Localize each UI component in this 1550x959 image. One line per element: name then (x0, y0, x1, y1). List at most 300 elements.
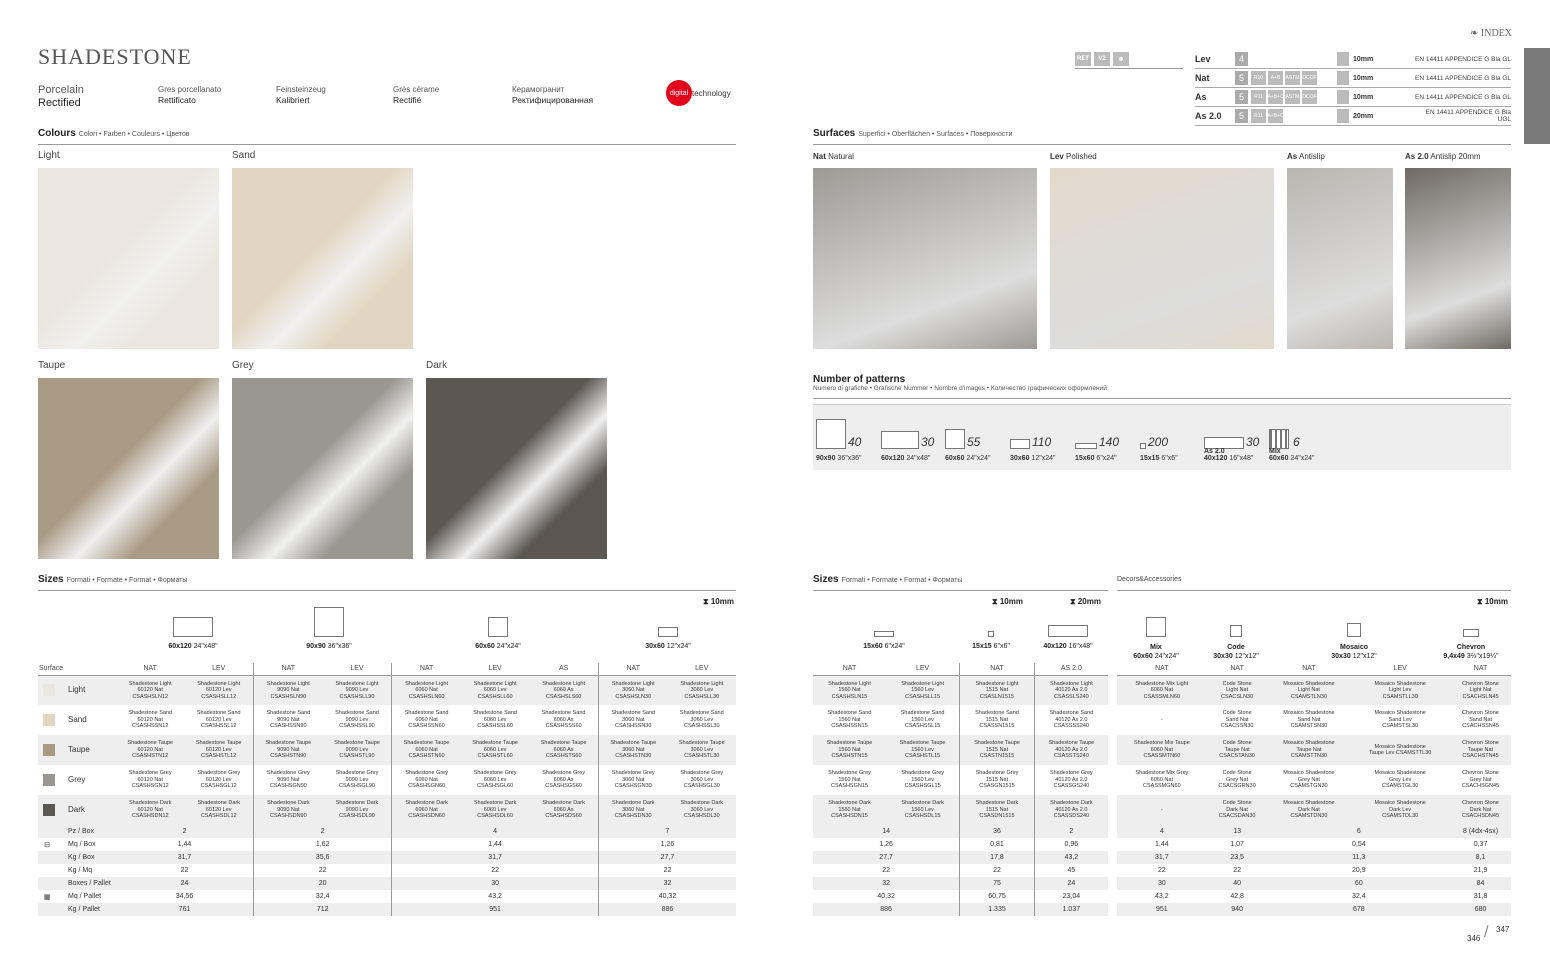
product-cell (392, 675, 461, 705)
product-cell (1034, 675, 1108, 705)
product-line: 1560 Lev (911, 716, 934, 723)
divider (813, 144, 1511, 145)
column-header: NAT (254, 663, 323, 675)
row-colour-name: Sand (68, 714, 87, 724)
performance-row (1195, 107, 1511, 126)
surface-code: Nat (1195, 73, 1210, 83)
product-line: 6060 Lev (483, 776, 507, 783)
format-code: 60x60 (1133, 653, 1153, 660)
product-cell (960, 795, 1035, 825)
packing-value: 30 (392, 877, 599, 890)
product-cell (184, 675, 253, 705)
product-line: 9090 Lev (345, 687, 369, 693)
packing-value: 886 (880, 906, 892, 913)
product-line: CSAMSTGN30 (1290, 783, 1328, 790)
product-line: Shadestone Grey (266, 770, 310, 777)
packing-value: 43,2 (1155, 893, 1169, 900)
surface-name: Natural (828, 152, 854, 161)
product-cell (1207, 705, 1268, 735)
product-line: CSASHSDL12 (200, 813, 237, 820)
column-header: LEV (350, 665, 364, 673)
product-line: 1560 Nat (838, 687, 861, 693)
product-line: CSAMSTDN30 (1290, 813, 1328, 820)
format-label (1294, 643, 1414, 661)
product-line: CSASHSSL60 (477, 723, 513, 730)
product-line: Shadestone Grey (542, 770, 586, 777)
product-line: 6060 As (553, 806, 574, 813)
sizes-title-right: Sizes Formati • Formate • Format • Форматы (813, 574, 963, 585)
packing-value: 1.335 (960, 903, 1035, 916)
decor-name: Mosaico (1339, 644, 1368, 651)
product-cell (1117, 705, 1207, 735)
packing-row (1117, 890, 1511, 903)
column-header: NAT (598, 663, 667, 675)
product-line: 60120 Nat (137, 716, 163, 723)
product-line: 1515 Nat (985, 776, 1009, 783)
product-cell (254, 765, 323, 795)
format-icon (488, 617, 508, 637)
packing-value: 42,8 (1230, 893, 1244, 900)
packing-value: 31,7 (177, 854, 192, 861)
product-cell (1350, 795, 1450, 825)
product-line: Shadestone Grey (473, 770, 517, 777)
product-line: 6060 Nat (1150, 687, 1173, 693)
product-line: 60120 Lev (205, 776, 232, 783)
material-label (38, 84, 84, 110)
format-label (824, 642, 944, 651)
material-line2: Rectifié (393, 95, 422, 105)
surface-label (813, 152, 854, 161)
pattern-count: 30 (1246, 435, 1260, 449)
product-line: Shadestone Light (542, 680, 586, 687)
product-cell (886, 705, 960, 735)
product-line: CSASHSGL30 (683, 783, 720, 790)
divider (813, 398, 1511, 399)
format-code: 15x60 (863, 643, 883, 650)
colour-swatch-light (38, 168, 219, 349)
surface-code: As (1195, 92, 1207, 102)
packing-row (38, 903, 736, 916)
packing-value: 22 (180, 867, 189, 874)
product-line: 1560 Nat (838, 716, 861, 723)
pattern-count: 40 (848, 435, 862, 449)
slip-rating-icon: R10 (1251, 71, 1266, 85)
product-cell (1268, 795, 1351, 825)
divider (1117, 590, 1511, 591)
product-cell (323, 735, 392, 765)
packing-row (1117, 864, 1511, 877)
product-line: Shadestone Dark (197, 800, 240, 807)
format-inch: 12"x12" (1234, 653, 1259, 660)
pattern-code: 60x60 (945, 455, 965, 462)
product-cell (668, 675, 736, 705)
product-line: 6060 As (553, 687, 574, 693)
packing-value: 23,04 (1034, 890, 1108, 903)
product-line: Shadestone Light (611, 680, 655, 687)
packing-value: 40,32 (598, 890, 736, 903)
pattern-format-label (1140, 455, 1178, 462)
column-header: AS (558, 665, 569, 673)
product-cell (1117, 795, 1207, 825)
product-cell (813, 795, 886, 825)
table-row (1117, 735, 1511, 765)
row-colour-name: Taupe (68, 744, 90, 754)
format-inch: 3⅔"x19¼" (1466, 653, 1499, 660)
product-line: Shadestone Sand (679, 710, 724, 717)
product-line: 60120 Lev (205, 806, 232, 813)
product-line: CSASGN1515 (979, 783, 1015, 790)
product-line: Shadestone Light (1049, 680, 1093, 687)
packing-row (813, 851, 1108, 864)
product-cell (668, 765, 736, 795)
product-cell (392, 705, 461, 735)
product-line: Code Stone (1222, 800, 1252, 807)
icon-spacer (38, 903, 56, 916)
material-line1: Porcelain (38, 84, 84, 96)
pattern-code2: 40x120 (1204, 455, 1228, 462)
product-line: Taupe Lev CSAMSTTL30 (1368, 750, 1432, 756)
thickness-value: 10mm (1353, 55, 1374, 63)
material-line2: Rettificato (158, 95, 196, 105)
packing-label: Kg / Mq (68, 867, 93, 874)
surface-name: Antislip (1299, 152, 1325, 161)
surface-code: Lev (1195, 54, 1211, 64)
column-header: NAT (143, 665, 157, 673)
product-line: Dark Nat (1469, 806, 1492, 813)
product-line: Light Nat (1226, 687, 1249, 693)
product-line: CSAMSTSN30 (1290, 723, 1328, 730)
table-row (38, 795, 736, 825)
surface-photo-as (1287, 168, 1393, 349)
product-line: 40120 As 2.0 (1055, 806, 1088, 813)
colour-swatch-dark (426, 378, 607, 559)
colour-swatch-grey (232, 378, 413, 559)
standard-text: EN 14411 APPENDICE G Bla GL (1415, 55, 1511, 63)
product-cell (116, 765, 184, 795)
product-line: Shadestone Dark (612, 800, 655, 807)
row-colour-name: Light (68, 685, 86, 694)
packing-value: 1,07 (1230, 841, 1244, 848)
product-cell (254, 735, 323, 765)
colour-chip-square (43, 684, 55, 696)
format-code: 9,4x49 (1443, 653, 1465, 660)
product-line: 60120 Lev (205, 687, 232, 693)
packing-value: 36 (960, 825, 1035, 838)
material-line2: Kalibriert (276, 95, 310, 105)
product-line: 6060 As (553, 776, 574, 783)
product-line: Code Stone (1222, 740, 1252, 747)
product-cell (1034, 735, 1108, 765)
pattern-format-label (816, 455, 861, 462)
product-cell (461, 735, 529, 765)
packing-value: 8 (4dx-4sx) (1463, 828, 1499, 835)
product-line: CSASHSDL60 (477, 813, 513, 820)
product-line: CSASHSSN12 (132, 723, 169, 730)
material-line2: Ректифицированная (512, 95, 594, 105)
product-line: Shadestone Dark (267, 800, 310, 807)
product-line: 3060 Lev (690, 687, 714, 693)
packing-value: 712 (254, 903, 392, 916)
product-cell (1350, 705, 1450, 735)
packing-value: 20 (254, 877, 392, 890)
column-header: NAT (392, 663, 461, 675)
column-header-row (1117, 663, 1511, 675)
divider (38, 144, 736, 145)
format-code: 30x30 (1213, 653, 1233, 660)
product-cell (1034, 795, 1108, 825)
column-header: NAT (1302, 665, 1316, 673)
product-cell (668, 735, 736, 765)
product-line: Dark Nat (1226, 806, 1248, 813)
product-line: Shadestone Sand (1049, 710, 1094, 717)
product-cell (184, 765, 253, 795)
surface-photo-as20 (1405, 168, 1511, 349)
colours-title: Colours Colori • Farben • Couleurs • Цветов (38, 128, 190, 139)
product-line: CSACHSLN45 (1462, 693, 1499, 700)
pattern-format-shape (945, 429, 965, 449)
product-line: Mosaico Shadestone (1283, 680, 1335, 687)
format-code: 30x30 (1331, 653, 1351, 660)
packing-value: 22 (254, 864, 392, 877)
colour-chip (38, 735, 56, 765)
packing-value: 22 (392, 864, 599, 877)
product-line: 3060 Nat (622, 806, 645, 813)
thickness-right: ⧗ 10mm (992, 597, 1023, 606)
product-line: CSASHSSN90 (270, 723, 307, 730)
product-cell (392, 765, 461, 795)
pattern-format-label (1204, 448, 1253, 462)
product-line: Taupe Nat (1224, 746, 1250, 753)
product-line: 3060 Lev (690, 806, 714, 813)
format-icon (1463, 629, 1479, 637)
row-colour-name: Grey (68, 774, 86, 784)
product-line: CSASSSS240 (1053, 723, 1089, 730)
product-line: Shadestone Dark (542, 800, 585, 807)
colour-label: Taupe (38, 360, 66, 371)
thickness-icon (1337, 90, 1349, 104)
column-header: LEV (695, 665, 709, 673)
product-line: 40120 As 2.0 (1055, 687, 1088, 693)
product-cell (184, 705, 253, 735)
colour-swatch-taupe (38, 378, 219, 559)
material-line1: Gres porcellanato (158, 85, 222, 94)
decors-title: Decors&Accessories (1117, 576, 1182, 583)
product-cell (813, 705, 886, 735)
product-line: 1560 Lev (911, 746, 934, 753)
pattern-inch: 24"x48" (906, 455, 931, 462)
product-cell (1450, 765, 1511, 795)
product-line: CSACHSSN45 (1462, 723, 1499, 730)
product-line: 40120 As 2.0 (1055, 716, 1088, 723)
product-line: CSASHSLL90 (339, 693, 375, 700)
column-header: NAT (1155, 665, 1169, 673)
product-line: Shadestone Taupe (334, 740, 380, 747)
product-line: Shadestone Mix Grey (1135, 770, 1189, 777)
pattern-code: 90x90 (816, 455, 836, 462)
product-line: Shadestone Taupe (472, 740, 518, 747)
surface-label (1405, 152, 1481, 161)
product-line: CSAMSTLN30 (1290, 693, 1327, 700)
product-line: Sand Lev (1388, 716, 1412, 723)
packing-value: 0,54 (1352, 841, 1366, 848)
product-cell (1117, 735, 1207, 765)
box-icon: ⊟ (44, 841, 50, 849)
packing-value: 40 (1233, 880, 1242, 887)
packing-value: 1.037 (1034, 903, 1108, 916)
colour-chip (38, 795, 56, 825)
product-line: Shadestone Sand (335, 710, 379, 717)
format-icon (173, 617, 213, 637)
packing-row (1117, 877, 1511, 890)
pattern-code: 15x15 (1140, 455, 1160, 462)
table-row (1117, 765, 1511, 795)
format-inch: 24"x24" (496, 643, 521, 650)
format-code: 90x90 (306, 643, 326, 650)
colour-chip (38, 705, 56, 735)
format-code: 15x15 (972, 643, 992, 650)
product-line: CSASSTS240 (1053, 753, 1089, 760)
product-line: Mosaico Shadestone (1374, 743, 1426, 750)
product-cell (1117, 675, 1207, 705)
product-line: 1560 Lev (911, 806, 934, 813)
product-cell (116, 705, 184, 735)
table-row (813, 795, 1108, 825)
slip-rating-icon: ASTM (1285, 90, 1300, 104)
product-cell (598, 795, 667, 825)
divider (813, 590, 1108, 591)
product-line: Chevron Stone (1462, 740, 1499, 747)
icon-spacer (38, 877, 56, 890)
product-line: 9090 Lev (345, 776, 369, 783)
packing-value: 1,26 (879, 841, 893, 848)
packing-value: 886 (598, 903, 736, 916)
format-code: 40x120 (1043, 643, 1067, 650)
product-line: 3060 Lev (690, 716, 714, 723)
product-line: Shadestone Sand (827, 710, 872, 717)
product-line: 3060 Nat (622, 716, 645, 723)
material-line1: Feinsteinzeug (276, 85, 326, 94)
product-line: Mosaico Shadestone (1374, 800, 1426, 807)
packing-value: 1,44 (1155, 841, 1169, 848)
product-cell (461, 705, 529, 735)
product-line: 9090 Nat (277, 776, 300, 783)
product-line: 3060 Nat (622, 746, 645, 753)
table-row (38, 675, 736, 705)
product-line: CSASHSTN12 (132, 753, 169, 760)
product-line: CSASHSLS60 (545, 693, 582, 700)
product-line: Chevron Stone (1462, 800, 1499, 807)
product-line: Shadestone Taupe (610, 740, 657, 747)
packing-row (813, 825, 1108, 838)
table-row (38, 765, 736, 795)
product-line: Grey Nat (1226, 776, 1249, 783)
colour-chip-square (43, 774, 55, 786)
product-line: Chevron Stone (1462, 710, 1499, 717)
product-line: Shadestone Taupe (540, 740, 587, 747)
packing-value: 17,8 (960, 851, 1035, 864)
pattern-count: 6 (1293, 435, 1300, 449)
product-line: CSASHSSL30 (684, 723, 720, 730)
product-line: Mosaico Shadestone (1374, 710, 1426, 717)
product-line: CSASSLS240 (1054, 693, 1089, 700)
index-link[interactable]: ❧ INDEX (1470, 28, 1512, 39)
product-line: Code Stone (1222, 770, 1252, 777)
packing-row (38, 864, 736, 877)
product-line: Shadestone Light (901, 680, 945, 687)
packing-value: 23,5 (1230, 854, 1244, 861)
packing-value: 951 (392, 903, 599, 916)
product-line: 6060 Nat (1150, 746, 1173, 753)
surfaces-title: Surfaces Superfici • Oberflächen • Surfaces • Поверхности (813, 128, 1013, 139)
product-line: Shadestone Light (335, 680, 379, 687)
table-row (38, 735, 736, 765)
pattern-inch: 6"x6" (1161, 455, 1178, 462)
product-line: Shadestone Light (473, 680, 517, 687)
pattern-code2: 60x60 (1269, 455, 1289, 462)
packing-row (38, 838, 736, 851)
packing-value: 21,9 (1473, 867, 1488, 874)
product-line: Shadestone Dark (680, 800, 724, 807)
product-line: Shadestone Taupe (127, 740, 174, 747)
brand-title: SHADESTONE (38, 44, 192, 69)
packing-value: 43,2 (1034, 851, 1108, 864)
product-cell (813, 675, 886, 705)
product-line: Shadestone Dark (975, 800, 1019, 807)
pattern-code: Mix (1269, 448, 1281, 455)
product-cell (1268, 765, 1351, 795)
packing-value: 32 (598, 877, 736, 890)
product-line: 9090 Lev (345, 746, 369, 753)
product-line: CSASHSSL15 (904, 723, 941, 730)
product-line: 9090 Nat (277, 806, 300, 813)
product-line: Shadestone Grey (680, 770, 724, 777)
product-line: CSASHSDL15 (904, 813, 941, 820)
product-line: CSASHSTN30 (615, 753, 652, 760)
product-cell (1034, 705, 1108, 735)
packing-row (38, 890, 736, 903)
product-cell (529, 765, 598, 795)
table-row (1117, 675, 1511, 705)
product-cell (813, 765, 886, 795)
format-label (438, 642, 558, 651)
packing-value: 4 (1159, 828, 1164, 835)
pattern-count: 200 (1148, 435, 1169, 449)
material-line2: Rectified (38, 97, 81, 109)
product-line: Mosaico Shadestone (1283, 770, 1335, 777)
product-line: CSASSN1515 (979, 723, 1015, 730)
product-line: Shadestone Grey (828, 770, 871, 777)
material-line1: Grès cérame (393, 85, 440, 94)
packing-label: Mq / Box (68, 841, 96, 848)
product-cell (1450, 675, 1511, 705)
product-line: Grey Nat (1297, 776, 1320, 783)
standard-text: EN 14411 APPENDICE G Bla GL (1415, 93, 1511, 101)
packing-value: 2 (1034, 825, 1108, 838)
mix-grid-icon (1269, 429, 1289, 449)
product-line: Shadestone Light (405, 680, 448, 687)
product-line: Sand Nat (1469, 716, 1492, 723)
packing-value: 34,56 (175, 893, 194, 900)
packing-value: 31,8 (1473, 893, 1488, 900)
product-line: CSACHSGN45 (1461, 783, 1500, 790)
product-line: 1560 Lev (911, 687, 934, 693)
product-line: Light Nat (1297, 687, 1320, 693)
thickness-icon (1337, 71, 1349, 85)
product-line: CSACHSTN45 (1462, 753, 1499, 760)
format-icon (1048, 625, 1088, 637)
pallet-icon: ▦ (43, 893, 51, 901)
product-cell (1207, 675, 1268, 705)
